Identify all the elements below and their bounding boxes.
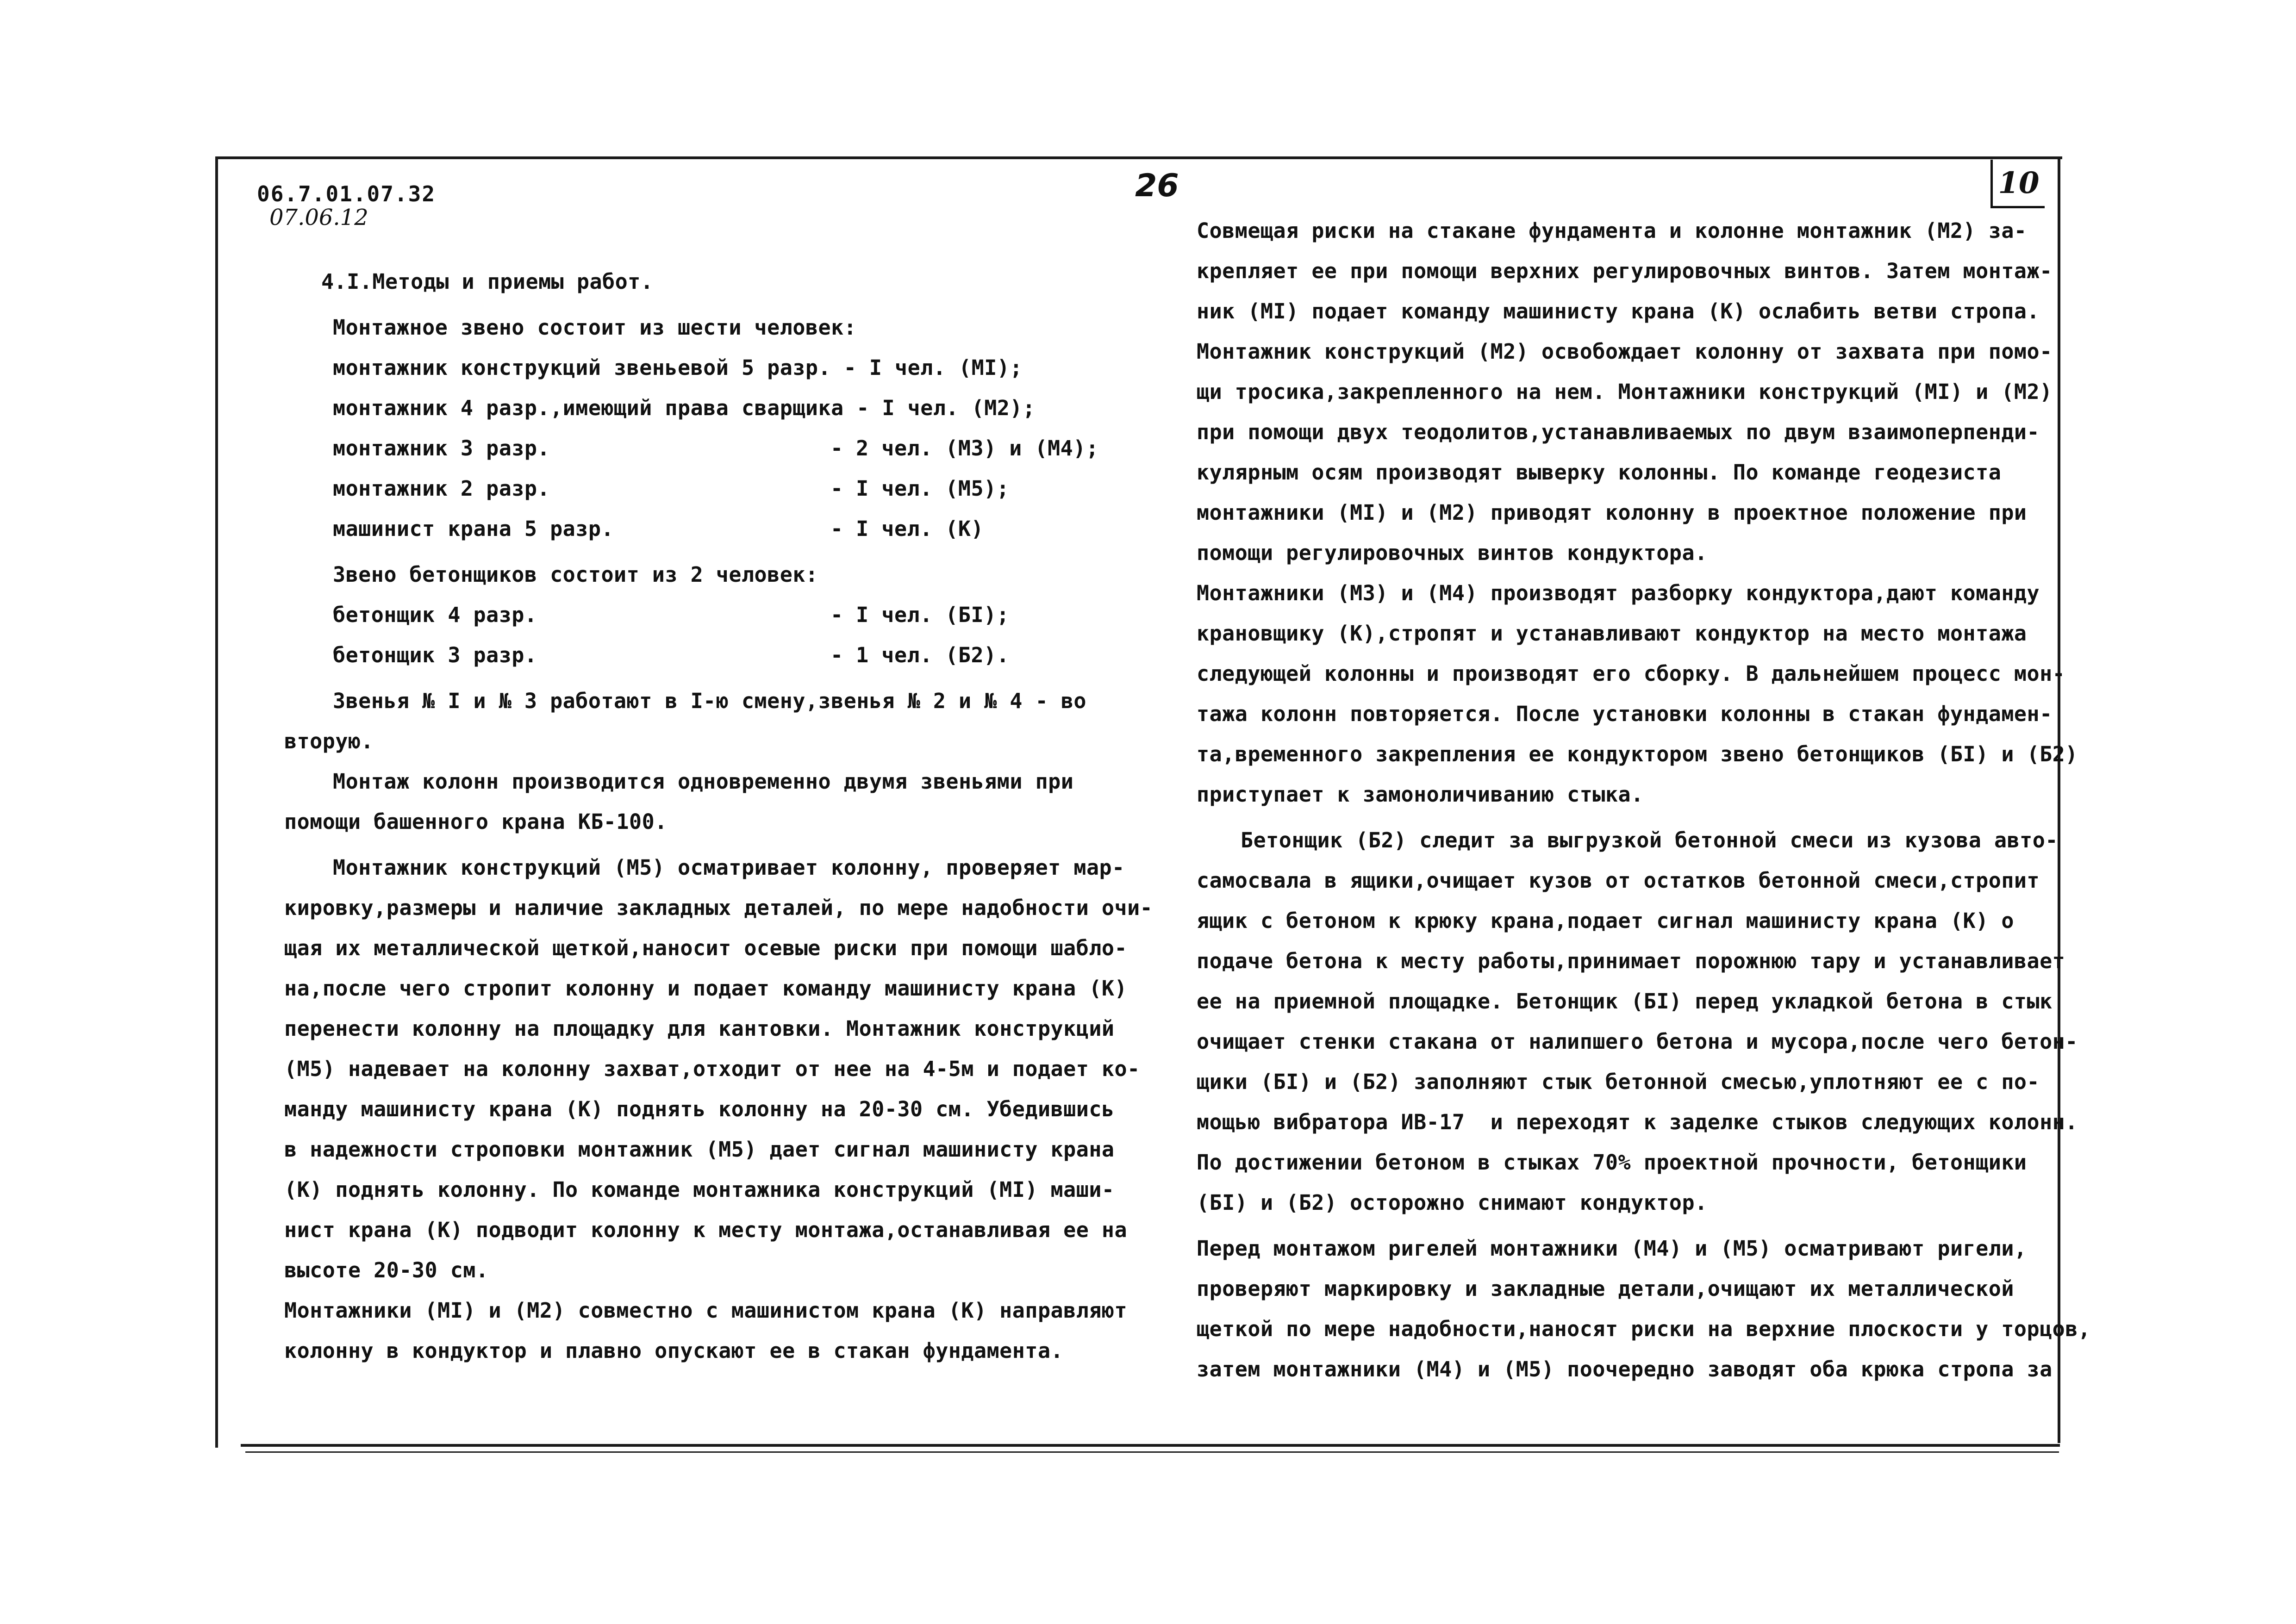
crew-line-4 (284, 468, 1164, 509)
crew-role: монтажник 3 разр. (333, 436, 550, 460)
paragraph-line: манду машинисту крана (К) поднять колонну на 20-30 см. Убедившись (284, 1097, 1115, 1121)
paragraph-line: ник (МI) подает команду машинисту крана (К) ослабить ветви стропа. (1197, 299, 2040, 324)
paragraph-line: ее на приемной площадке. Бетонщик (БI) перед укладкой бетона в стык (1197, 989, 2053, 1014)
concrete-role: бетонщик 4 разр. (333, 603, 537, 627)
mounting-line-1: Монтаж колонн производится одновременно двумя звеньями при (333, 769, 1074, 794)
paragraph-line: проверяют маркировку и закладные детали,очищают их металлической (1197, 1276, 2014, 1301)
paragraph-line: ящик с бетоном к крюку крана,подает сигнал машинисту крана (К) о (1197, 908, 2014, 933)
frame-right-border (2058, 156, 2060, 1443)
paragraph-line: следующей колонны и производят его сборку. В дальнейшем процесс мон- (1197, 661, 2065, 686)
paragraph-line: та,временного закрепления ее кондуктором звено бетонщиков (БI) и (Б2) (1197, 742, 2078, 766)
paragraph-line: Монтажник конструкций (М5) осматривает колонну, проверяет мар- (333, 855, 1125, 880)
crew-role: монтажник 2 разр. (333, 476, 550, 501)
paragraph-line: тажа колонн повторяется. После установки колонны в стакан фундамен- (1197, 702, 2053, 726)
paragraph-line: колонну в кондуктор и плавно опускают ее в стакан фундамента. (284, 1338, 1064, 1363)
frame-left-border (215, 156, 218, 1448)
paragraph-line: Бетонщик (Б2) следит за выгрузкой бетонной смеси из кузова авто- (1241, 828, 2058, 852)
paragraph-line: (М5) надевает на колонну захват,отходит от нее на 4-5м и подает ко- (284, 1057, 1140, 1081)
paragraph-line: самосвала в ящики,очищает кузов от остатков бетонной смеси,стропит (1197, 868, 2040, 893)
crew-role: машинист крана 5 разр. (333, 516, 614, 541)
concrete-line-1 (284, 595, 1164, 635)
paragraph-line: кировку,размеры и наличие закладных деталей, по мере надобности очи- (284, 896, 1153, 920)
crew-line-3 (284, 428, 1164, 468)
paragraph-line: перенести колонну на площадку для кантовки. Монтажник конструкций (284, 1016, 1115, 1041)
paragraph-line: в надежности строповки монтажник (М5) дает сигнал машинисту крана (284, 1137, 1115, 1162)
concrete-count: - 1 чел. (Б2). (830, 643, 1010, 667)
concrete-role: бетонщик 3 разр. (333, 643, 537, 667)
paragraph-line: щики (БI) и (Б2) заполняют стык бетонной смесью,уплотняют ее с по- (1197, 1070, 2040, 1094)
crew-line-1: монтажник конструкций звеньевой 5 разр. - I чел. (МI); (333, 355, 1023, 380)
paragraph-line: на,после чего стропит колонну и подает команду машинисту крана (К) (284, 976, 1128, 1001)
shifts-line-1: Звенья № I и № 3 работают в I-ю смену,звенья № 2 и № 4 - во (333, 689, 1086, 713)
concrete-count: - I чел. (БI); (830, 603, 1010, 627)
page-number: 26 (1135, 168, 1179, 204)
section-heading: 4.I.Методы и приемы работ. (321, 269, 654, 294)
document-code: 06.7.01.07.32 (257, 181, 436, 206)
paragraph-line: при помощи двух теодолитов,устанавливаемых по двум взаимоперпенди- (1197, 420, 2040, 444)
paragraph-line: кулярным осям производят выверку колонны. По команде геодезиста (1197, 460, 2002, 485)
paragraph-line: Монтажник конструкций (М2) освобождает колонну от захвата при помо- (1197, 339, 2053, 364)
right-column (1197, 211, 2091, 1389)
frame-top-border (215, 156, 2062, 159)
crew-count: - I чел. (К) (830, 516, 984, 541)
paragraph-line: высоте 20-30 см. (284, 1258, 489, 1282)
sheet-number-box (1990, 160, 2045, 208)
left-column (284, 261, 1164, 1371)
paragraph-line: помощи регулировочных винтов кондуктора. (1197, 541, 1708, 565)
paragraph-line: крепляет ее при помощи верхних регулировочных винтов. Затем монтаж- (1197, 259, 2053, 283)
sheet-number: 10 (1998, 165, 2040, 200)
crew-intro: Монтажное звено состоит из шести человек: (333, 315, 857, 340)
paragraph-line: щеткой по мере надобности,наносят риски на верхние плоскости у торцов, (1197, 1317, 2091, 1341)
paragraph-line: крановщику (К),стропят и устанавливают кондуктор на место монтажа (1197, 621, 2027, 646)
paragraph-line: (БI) и (Б2) осторожно снимают кондуктор. (1197, 1190, 1708, 1215)
paragraph-line: приступает к замоноличиванию стыка. (1197, 782, 1644, 807)
paragraph-line: Монтажники (М3) и (М4) производят разборку кондуктора,дают команду (1197, 581, 2040, 605)
paragraph-line: Перед монтажом ригелей монтажники (М4) и (М5) осматривают ригели, (1197, 1236, 2027, 1261)
paragraph-line: монтажники (МI) и (М2) приводят колонну в проектное положение при (1197, 500, 2027, 525)
paragraph-line: подаче бетона к месту работы,принимает порожнюю тару и устанавливает (1197, 949, 2065, 973)
crew-line-5 (284, 509, 1164, 549)
paragraph-line: затем монтажники (М4) и (М5) поочередно заводят оба крюка стропа за (1197, 1357, 2053, 1381)
crew-line-2: монтажник 4 разр.,имеющий права сварщика - I чел. (М2); (333, 396, 1036, 420)
paragraph-line: (К) поднять колонну. По команде монтажника конструкций (МI) маши- (284, 1177, 1115, 1202)
document-code-handwritten: 07.06.12 (269, 205, 368, 230)
paragraph-line: По достижении бетоном в стыках 70% проектной прочности, бетонщики (1197, 1150, 2027, 1175)
paragraph-line: Монтажники (МI) и (М2) совместно с машинистом крана (К) направляют (284, 1298, 1128, 1323)
paragraph-line: мощью вибратора ИВ-17 и переходят к заделке стыков следующих колонн. (1197, 1110, 2078, 1134)
frame-bottom-border (241, 1444, 2060, 1447)
crew-count: - I чел. (М5); (830, 476, 1010, 501)
paragraph-line: щи тросика,закрепленного на нем. Монтажники конструкций (МI) и (М2) (1197, 380, 2053, 404)
concrete-intro: Звено бетонщиков состоит из 2 человек: (333, 562, 818, 587)
paragraph-line: щая их металлической щеткой,наносит осевые риски при помощи шабло- (284, 936, 1128, 960)
frame-bottom-border-inner (245, 1451, 2059, 1453)
shifts-line-2: вторую. (284, 729, 374, 753)
concrete-line-2 (284, 635, 1164, 675)
paragraph-line: очищает стенки стакана от налипшего бетона и мусора,после чего бетон- (1197, 1029, 2078, 1054)
mounting-line-2: помощи башенного крана КБ-100. (284, 809, 668, 834)
paragraph-line: Совмещая риски на стакане фундамента и колонне монтажник (М2) за- (1197, 218, 2027, 243)
paragraph-line: нист крана (К) подводит колонну к месту монтажа,останавливая ее на (284, 1218, 1128, 1242)
crew-count: - 2 чел. (М3) и (М4); (830, 436, 1099, 460)
